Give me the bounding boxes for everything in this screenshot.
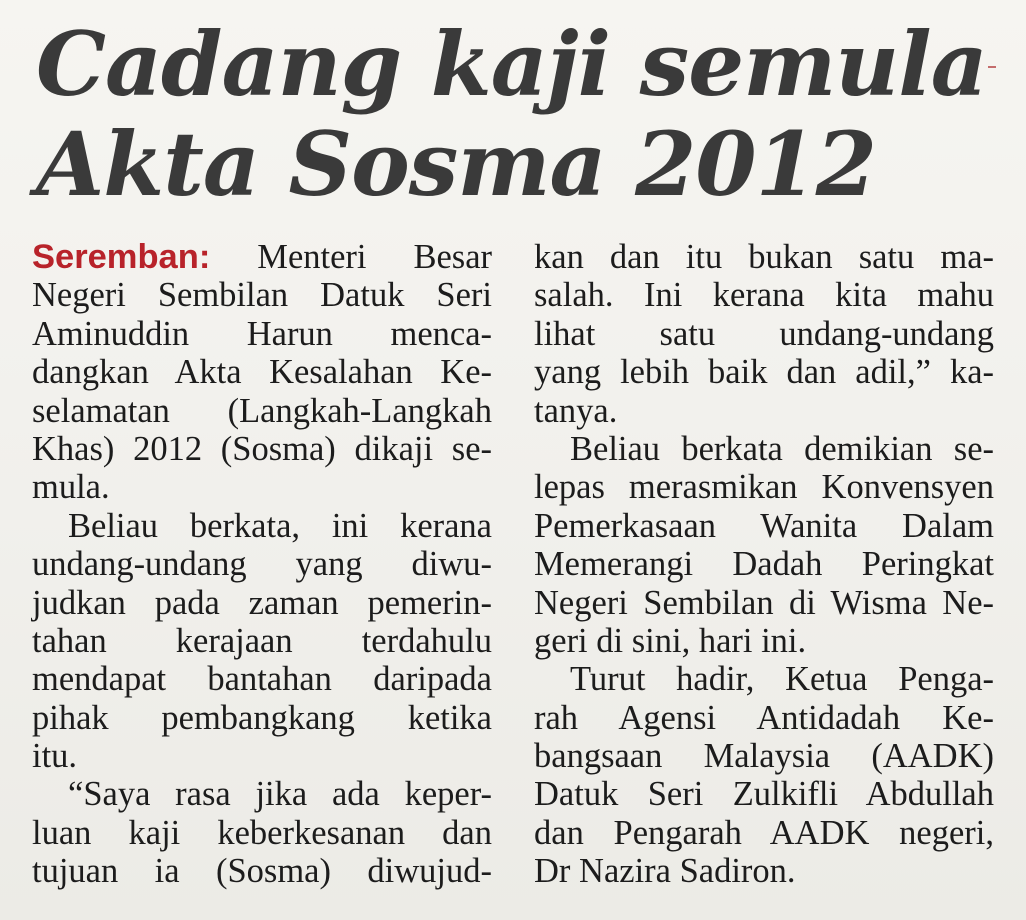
article-line-text: Menteri Besar bbox=[257, 238, 493, 276]
article-line: geri di sini, hari ini. bbox=[534, 621, 807, 660]
article-line: undang-undang yang diwu- bbox=[32, 545, 492, 584]
article-line: mula. bbox=[32, 468, 110, 507]
article-line: Turut hadir, Ketua Penga- bbox=[570, 660, 994, 699]
article-line: lepas merasmikan Konvensyen bbox=[534, 468, 994, 507]
article-line: Beliau berkata demikian se- bbox=[570, 429, 994, 468]
article-line: pihak pembangkang ketika bbox=[32, 698, 492, 737]
article-line: Khas) 2012 (Sosma) dikaji se- bbox=[32, 429, 492, 468]
article-line: Datuk Seri Zulkifli Abdullah bbox=[534, 775, 994, 814]
article-line: judkan pada zaman pemerin- bbox=[32, 583, 492, 622]
article-line: selamatan (Langkah-Langkah bbox=[32, 391, 492, 430]
article-line: dangkan Akta Kesalahan Ke- bbox=[32, 353, 492, 392]
article-line: Memerangi Dadah Peringkat bbox=[534, 545, 994, 584]
article-line: Negeri Sembilan di Wisma Ne- bbox=[534, 583, 994, 622]
article-line: rah Agensi Antidadah Ke- bbox=[534, 698, 994, 737]
article-column-right bbox=[534, 238, 994, 891]
article-line: “Saya rasa jika ada keper- bbox=[68, 775, 492, 814]
article-line: tujuan ia (Sosma) diwujud- bbox=[32, 852, 492, 891]
article-line: Aminuddin Harun menca- bbox=[32, 314, 492, 353]
article-line: lihat satu undang-undang bbox=[534, 314, 994, 353]
article-line: luan kaji keberkesanan dan bbox=[32, 813, 492, 852]
article-line: tahan kerajaan terdahulu bbox=[32, 621, 492, 660]
article-column-left bbox=[32, 238, 492, 891]
article-line: Pemerkasaan Wanita Dalam bbox=[534, 506, 994, 545]
article-line: Beliau berkata, ini kerana bbox=[68, 506, 492, 545]
print-edge-mark bbox=[988, 66, 996, 68]
article-line: yang lebih baik dan adil,” ka- bbox=[534, 353, 994, 392]
dateline: Seremban: bbox=[32, 238, 211, 276]
article-line: itu. bbox=[32, 737, 78, 776]
article-line: bangsaan Malaysia (AADK) bbox=[534, 737, 994, 776]
article-line: salah. Ini kerana kita mahu bbox=[534, 276, 994, 315]
article-line: dan Pengarah AADK negeri, bbox=[534, 813, 994, 852]
article-line: mendapat bantahan daripada bbox=[32, 660, 492, 699]
article-line bbox=[32, 238, 492, 276]
headline bbox=[36, 14, 996, 214]
article-line: tanya. bbox=[534, 391, 618, 430]
article-line: Dr Nazira Sadiron. bbox=[534, 852, 796, 891]
headline-line-1: Cadang kaji semula bbox=[36, 12, 987, 116]
article-line: Negeri Sembilan Datuk Seri bbox=[32, 276, 492, 315]
article-line: kan dan itu bukan satu ma- bbox=[534, 238, 994, 276]
headline-line-2: Akta Sosma 2012 bbox=[36, 112, 877, 216]
